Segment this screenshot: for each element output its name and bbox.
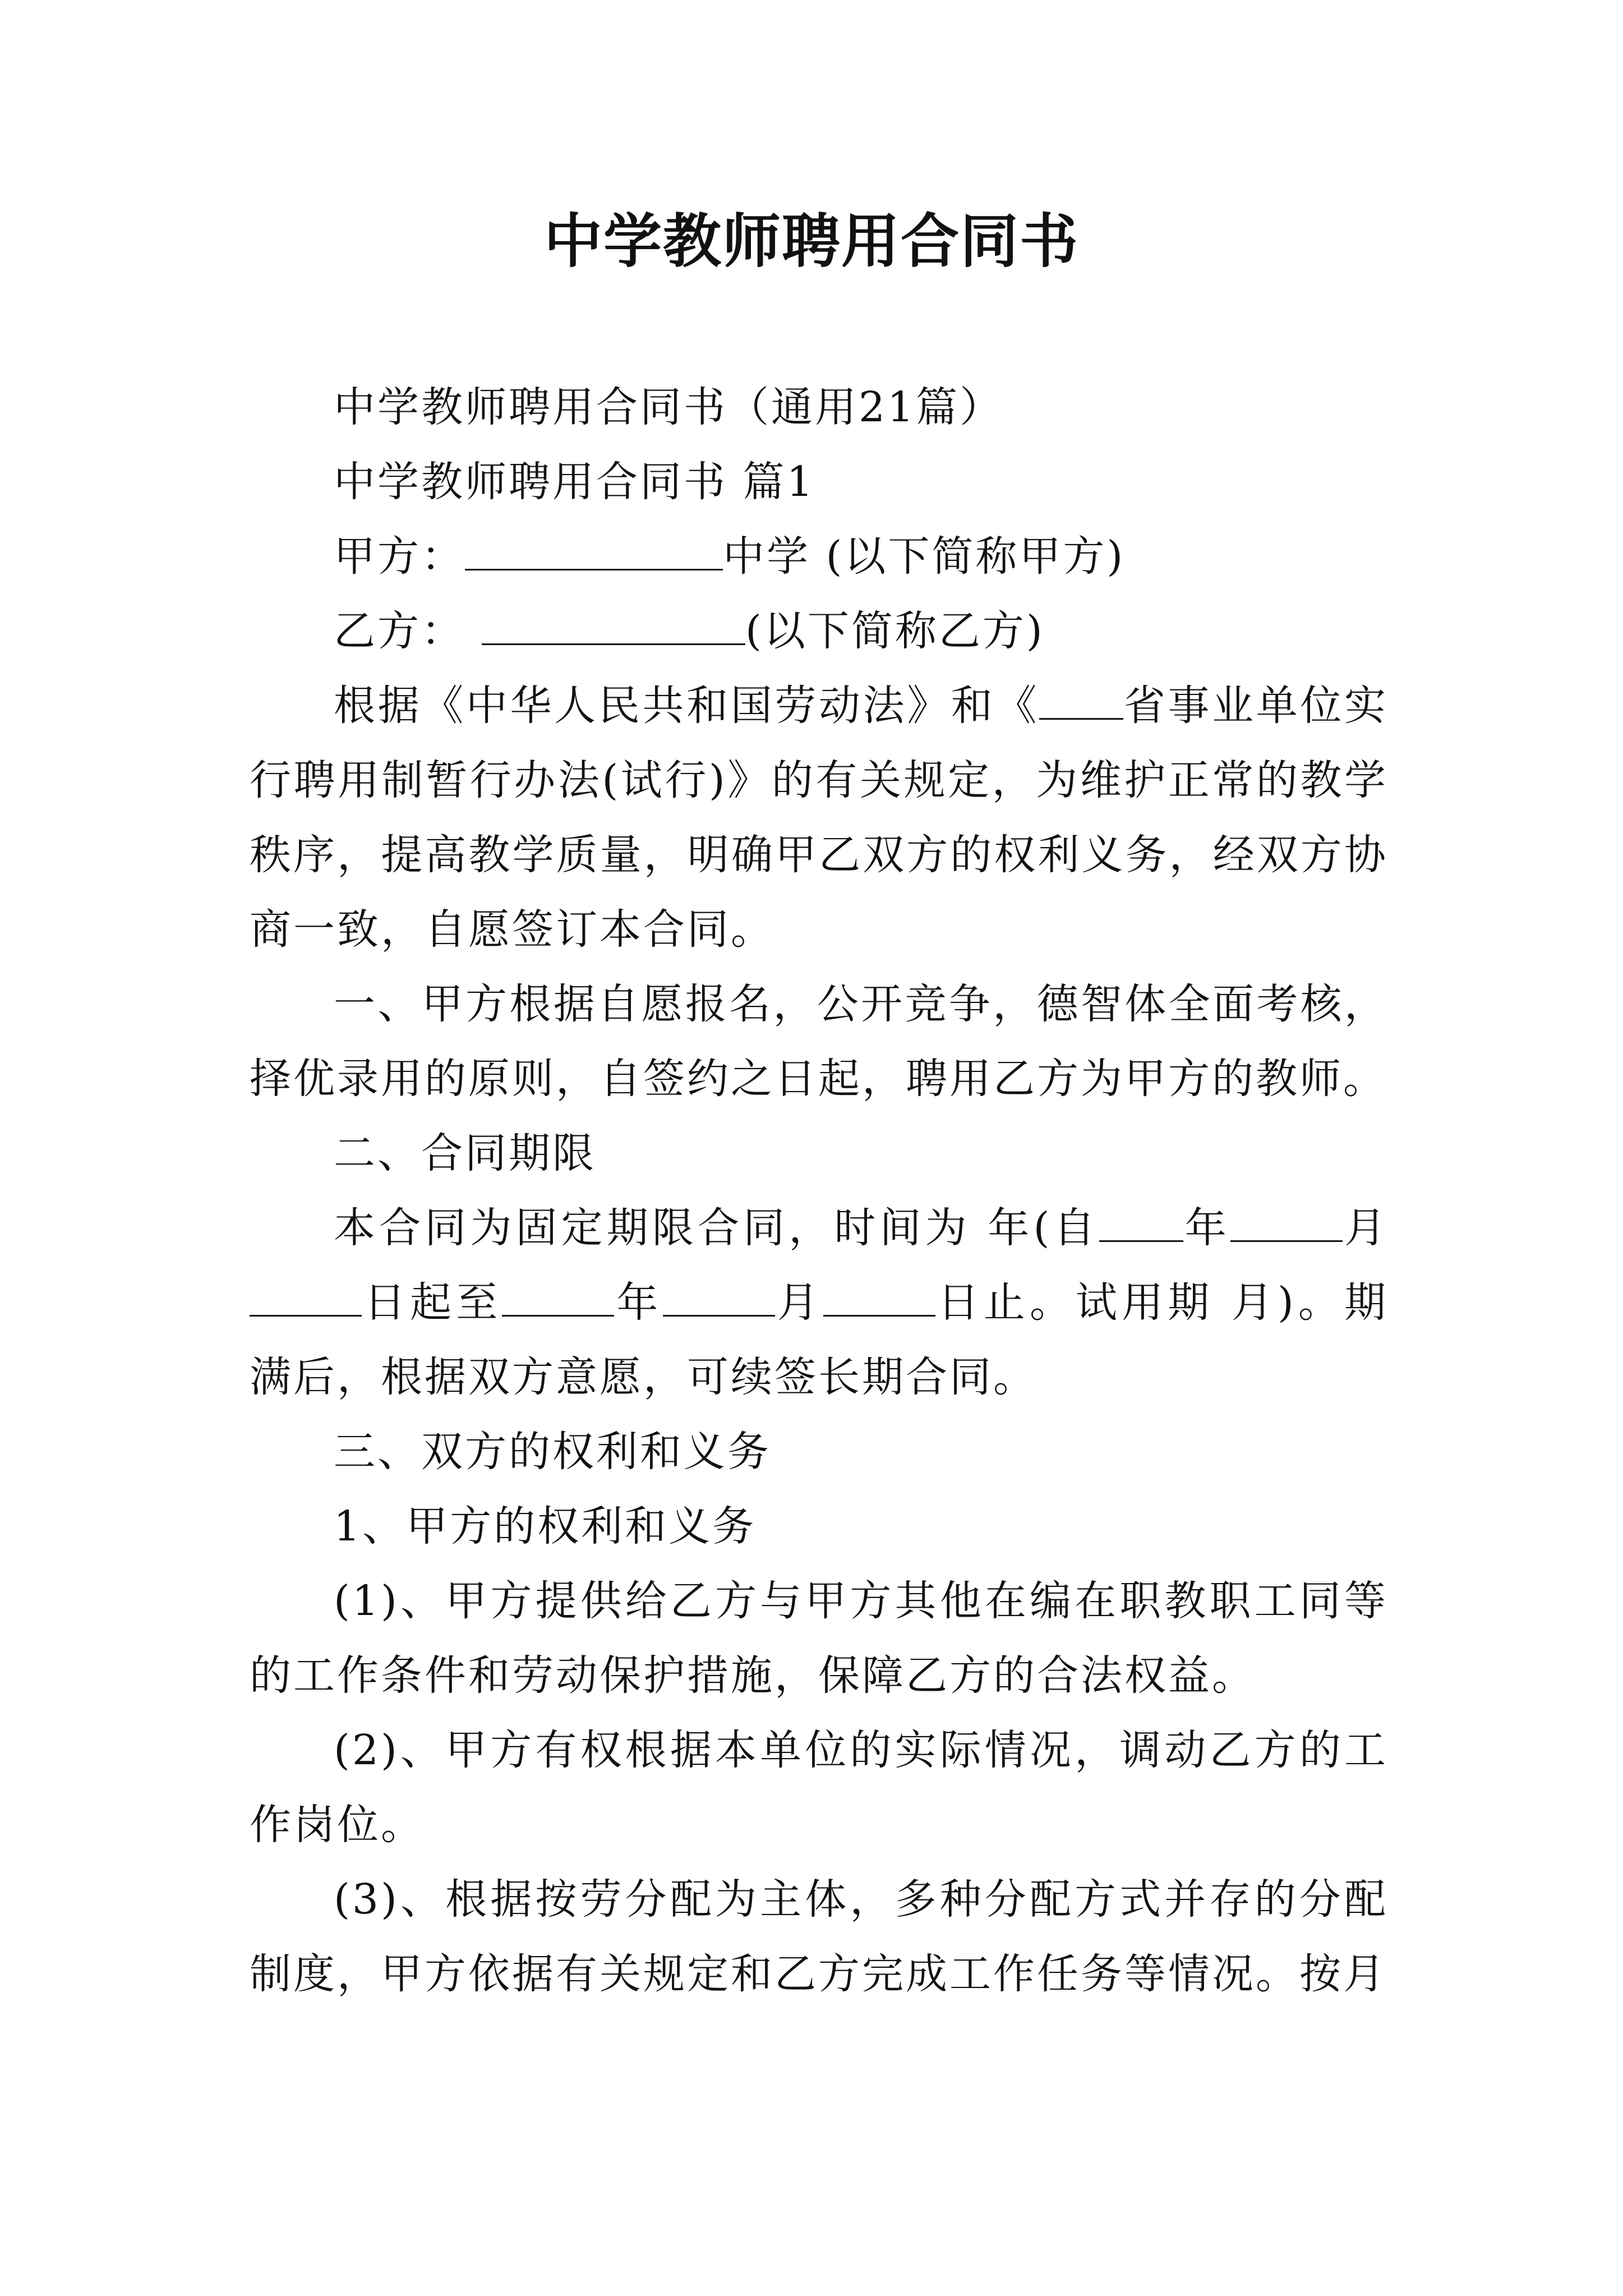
item-3: (3)、根据按劳分配为主体，多种分配方式并存的分配制度，甲方依据有关规定和乙方完成工作任务等情况。按月 (250, 1875, 1388, 1998)
party-a-label: 甲方： (334, 532, 465, 581)
term-text-3: 月 (1342, 1204, 1389, 1252)
clause-3-heading: 三、双方的权利和义务 (334, 1428, 771, 1476)
term-text-7: 日止。试用期 月)。期满后，根据双方意愿，可续签长期合同。 (250, 1278, 1389, 1401)
term-text-2: 年 (1183, 1204, 1230, 1252)
party-b-label: 乙方： (334, 607, 465, 655)
party-a-line (250, 519, 1388, 594)
intro-text-end: 省事业单位实行聘用制暂行办法(试行)》的有关规定，为维护正常的教学秩序，提高教学质量，明确甲乙双方的权利义务，经双方协商一致，自愿签订本合同。 (250, 682, 1389, 954)
document-title: 中学教师聘用合同书 (543, 207, 1079, 275)
term-text-1: 本合同为固定期限合同，时间为 年(自 (334, 1204, 1099, 1252)
intro-paragraph (250, 669, 1388, 967)
sub-heading-party-a-rights: 1、甲方的权利和义务 (334, 1502, 757, 1550)
item-1: (1)、甲方提供给乙方与甲方其他在编在职教职工同等的工作条件和劳动保护措施，保障乙方的合法权益。 (250, 1577, 1388, 1700)
intro-text-start: 根据《中华人民共和国劳动法》和《 (334, 682, 1040, 730)
party-b-blank (482, 606, 745, 645)
term-text-6: 月 (774, 1278, 823, 1327)
start-month-blank (1230, 1203, 1343, 1242)
party-a-suffix: 中学 (以下简称甲方) (723, 532, 1126, 581)
end-month-blank (663, 1277, 775, 1317)
party-b-line (250, 594, 1388, 669)
term-text-5: 年 (614, 1278, 663, 1327)
clause-2-heading: 二、合同期限 (334, 1129, 596, 1177)
start-day-blank (250, 1277, 362, 1317)
end-year-blank (502, 1277, 614, 1317)
term-paragraph (250, 1191, 1388, 1415)
term-text-4: 日起至 (362, 1278, 502, 1327)
province-blank (1039, 680, 1123, 720)
document-body (250, 370, 1388, 2012)
clause-1: 一、甲方根据自愿报名，公开竞争，德智体全面考核，择优录用的原则，自签约之日起，聘用乙方为甲方的教师。 (250, 980, 1388, 1103)
item-2: (2)、甲方有权根据本单位的实际情况，调动乙方的工作岗位。 (250, 1726, 1388, 1849)
start-year-blank (1099, 1203, 1183, 1242)
document-subtitle: 中学教师聘用合同书（通用21篇） (334, 383, 1004, 431)
party-b-suffix: (以下简称乙方) (745, 607, 1045, 655)
party-a-blank (465, 531, 723, 570)
section-heading: 中学教师聘用合同书 篇1 (334, 458, 815, 506)
end-day-blank (823, 1277, 935, 1317)
